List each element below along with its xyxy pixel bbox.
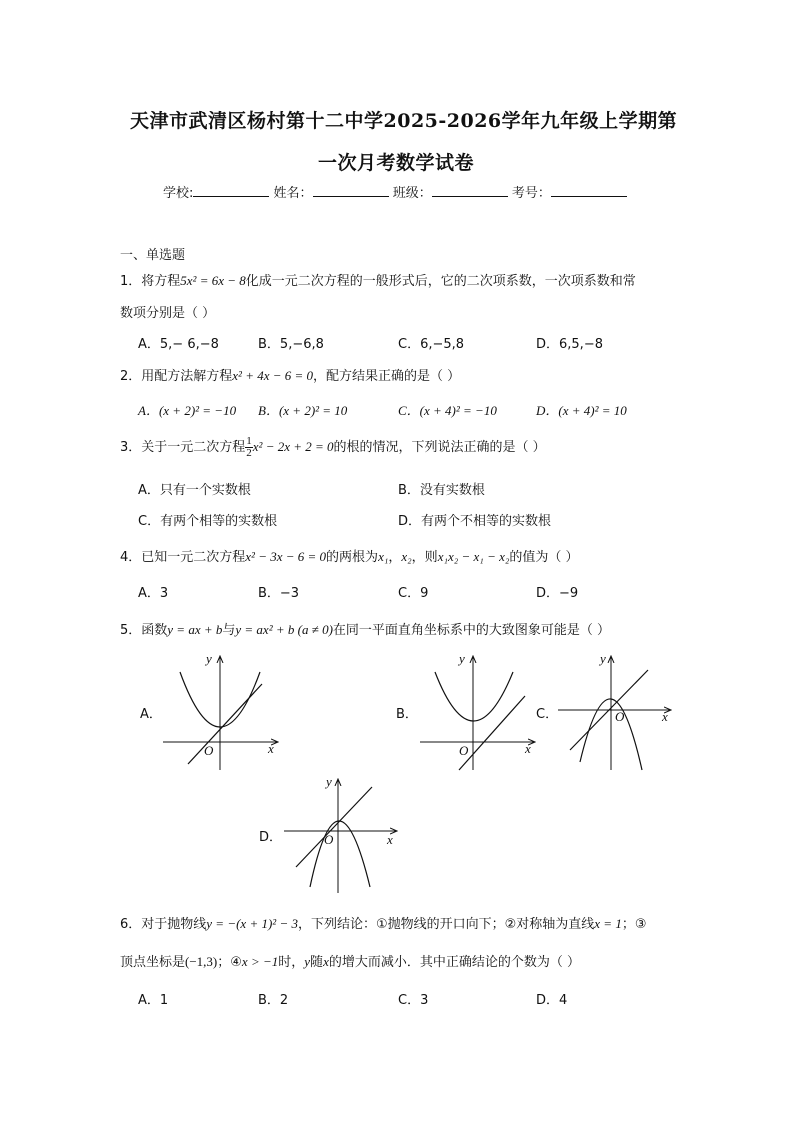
q6-text2d: 随: [310, 955, 324, 970]
y-axis-label: y: [206, 652, 212, 666]
exam-no-field[interactable]: [551, 184, 627, 197]
q4-text1: 的两根为: [326, 550, 379, 565]
q2-text: ，配方结果正确的是（ ）: [313, 369, 461, 384]
q3-line: [120, 436, 546, 459]
q2-option-a: A．(x + 2)² = −10: [138, 403, 237, 418]
q5-graph-d: [282, 775, 402, 895]
x-axis-label: x: [268, 741, 274, 756]
q4-equation: x² − 3x − 6 = 0: [245, 549, 327, 564]
q2-prefix: 2．用配方法解方程: [120, 369, 233, 384]
q6-option-c: C．3: [398, 993, 429, 1008]
q6-text1: ，下列结论：①抛物线的开口向下；②对称轴为直线: [297, 917, 595, 932]
q3-option-d: D．有两个不相等的实数根: [398, 514, 552, 529]
q1-option-d: D．6,5,−8: [536, 337, 603, 352]
q5-line: [120, 619, 610, 638]
q6-text2b: ；④: [217, 955, 242, 970]
q4-line: [120, 546, 579, 565]
q4-root2: x₂: [401, 549, 412, 564]
q1-option-c: C．6,−5,8: [398, 337, 465, 352]
q6-text1b: ；③: [621, 917, 647, 932]
q6-option-d: D．4: [536, 993, 568, 1008]
q6-text2a: 顶点坐标是: [120, 955, 186, 970]
q4-option-c: C．9: [398, 586, 429, 601]
q1-option-a: A．5,− 6,−8: [138, 337, 219, 352]
q5-option-b: B．: [396, 707, 418, 722]
origin-label: O: [204, 743, 214, 758]
q6-line2: [120, 951, 580, 970]
q2-line: [120, 365, 460, 384]
x-axis-label: x: [525, 741, 531, 756]
origin-label: O: [324, 832, 334, 847]
q3-option-b: B．没有实数根: [398, 483, 485, 498]
q6-line1: [120, 913, 646, 932]
exam-no-label: 考号：: [511, 186, 551, 201]
q5-graph-a: [158, 652, 283, 772]
q6-option-b: B．2: [258, 993, 289, 1008]
q6-vertex: (−1,3): [185, 954, 218, 969]
class-field[interactable]: [432, 184, 508, 197]
page-title-line2: 一次月考数学试卷: [318, 152, 475, 174]
q4-expr: x₁x₂ − x₁ − x₂: [437, 549, 510, 564]
page-title-line1: 天津市武清区杨村第十二中学2025-2026学年九年级上学期第: [130, 110, 678, 132]
q3-option-a: A．只有一个实数根: [138, 483, 251, 498]
q1-option-b: B．5,−6,8: [258, 337, 324, 352]
origin-label: O: [615, 709, 625, 724]
q4-option-a: A．3: [138, 586, 169, 601]
q6-text2e: 的增大而减小．其中正确结论的个数为（ ）: [328, 955, 580, 970]
q5-prefix: 5．函数: [120, 623, 168, 638]
origin-label: O: [459, 743, 469, 758]
q4-text3: 的值为（ ）: [509, 550, 579, 565]
school-label: 学校:: [163, 186, 194, 201]
q6-option-a: A．1: [138, 993, 169, 1008]
q2-option-b: B．(x + 2)² = 10: [258, 403, 348, 418]
q2-equation: x² + 4x − 6 = 0: [232, 368, 314, 383]
name-label: 姓名：: [273, 186, 313, 201]
q1-prefix: 1．将方程: [120, 274, 181, 289]
q6-axis-eq: x = 1: [594, 916, 622, 931]
q3-fraction: $\frac{1}{2}$: [246, 435, 252, 459]
y-axis-label: y: [326, 775, 332, 789]
q5-option-a: A．: [140, 707, 162, 722]
q4-option-d: D．−9: [536, 586, 579, 601]
q2-option-c: C．(x + 4)² = −10: [398, 403, 497, 418]
name-field[interactable]: [313, 184, 389, 197]
class-label: 班级：: [392, 186, 432, 201]
section-title: 一、单选题: [120, 248, 186, 263]
q6-yv: y: [304, 954, 311, 969]
q5-graph-c: [556, 652, 676, 772]
q5-f1: y = ax + b: [167, 622, 223, 637]
q1-text1: 化成一元二次方程的一般形式后，它的二次项系数，一次项系数和常: [245, 274, 636, 289]
student-info-row: [163, 182, 627, 201]
q5-option-c: C．: [536, 707, 559, 722]
q3-option-c: C．有两个相等的实数根: [138, 514, 278, 529]
q4-root1: x₁: [378, 549, 389, 564]
q4-option-b: B．−3: [258, 586, 300, 601]
q5-text: 在同一平面直角坐标系中的大致图象可能是（ ）: [332, 623, 611, 638]
y-axis-label: y: [459, 652, 465, 666]
school-field[interactable]: [193, 184, 269, 197]
q3-text: 的根的情况，下列说法正确的是（ ）: [333, 440, 546, 455]
q6-xv: x: [323, 954, 329, 969]
x-axis-label: x: [662, 709, 668, 724]
q1-text2: 数项分别是（ ）: [120, 306, 216, 321]
q4-prefix: 4．已知一元二次方程: [120, 550, 246, 565]
q4-text2: ，则: [411, 550, 438, 565]
y-axis-label: y: [600, 652, 606, 666]
q6-prefix: 6．对于抛物线: [120, 917, 207, 932]
q5-option-d: D．: [259, 830, 283, 845]
q5-mid: 与: [222, 623, 236, 638]
q5-graph-b: [415, 652, 540, 772]
q6-text2c: 时，: [278, 955, 305, 970]
q3-prefix: 3．关于一元二次方程: [120, 440, 246, 455]
x-axis-label: x: [387, 832, 393, 847]
q1-equation: 5x² = 6x − 8: [180, 273, 246, 288]
q4-sep: ，: [388, 550, 402, 565]
q5-f2: y = ax² + b (a ≠ 0): [235, 622, 333, 637]
q6-cond: x > −1: [241, 954, 279, 969]
q3-equation: x² − 2x + 2 = 0: [252, 439, 334, 454]
q6-equation: y = −(x + 1)² − 3: [206, 916, 298, 931]
q1-line1: [120, 270, 636, 289]
q2-option-d: D．(x + 4)² = 10: [536, 403, 627, 418]
